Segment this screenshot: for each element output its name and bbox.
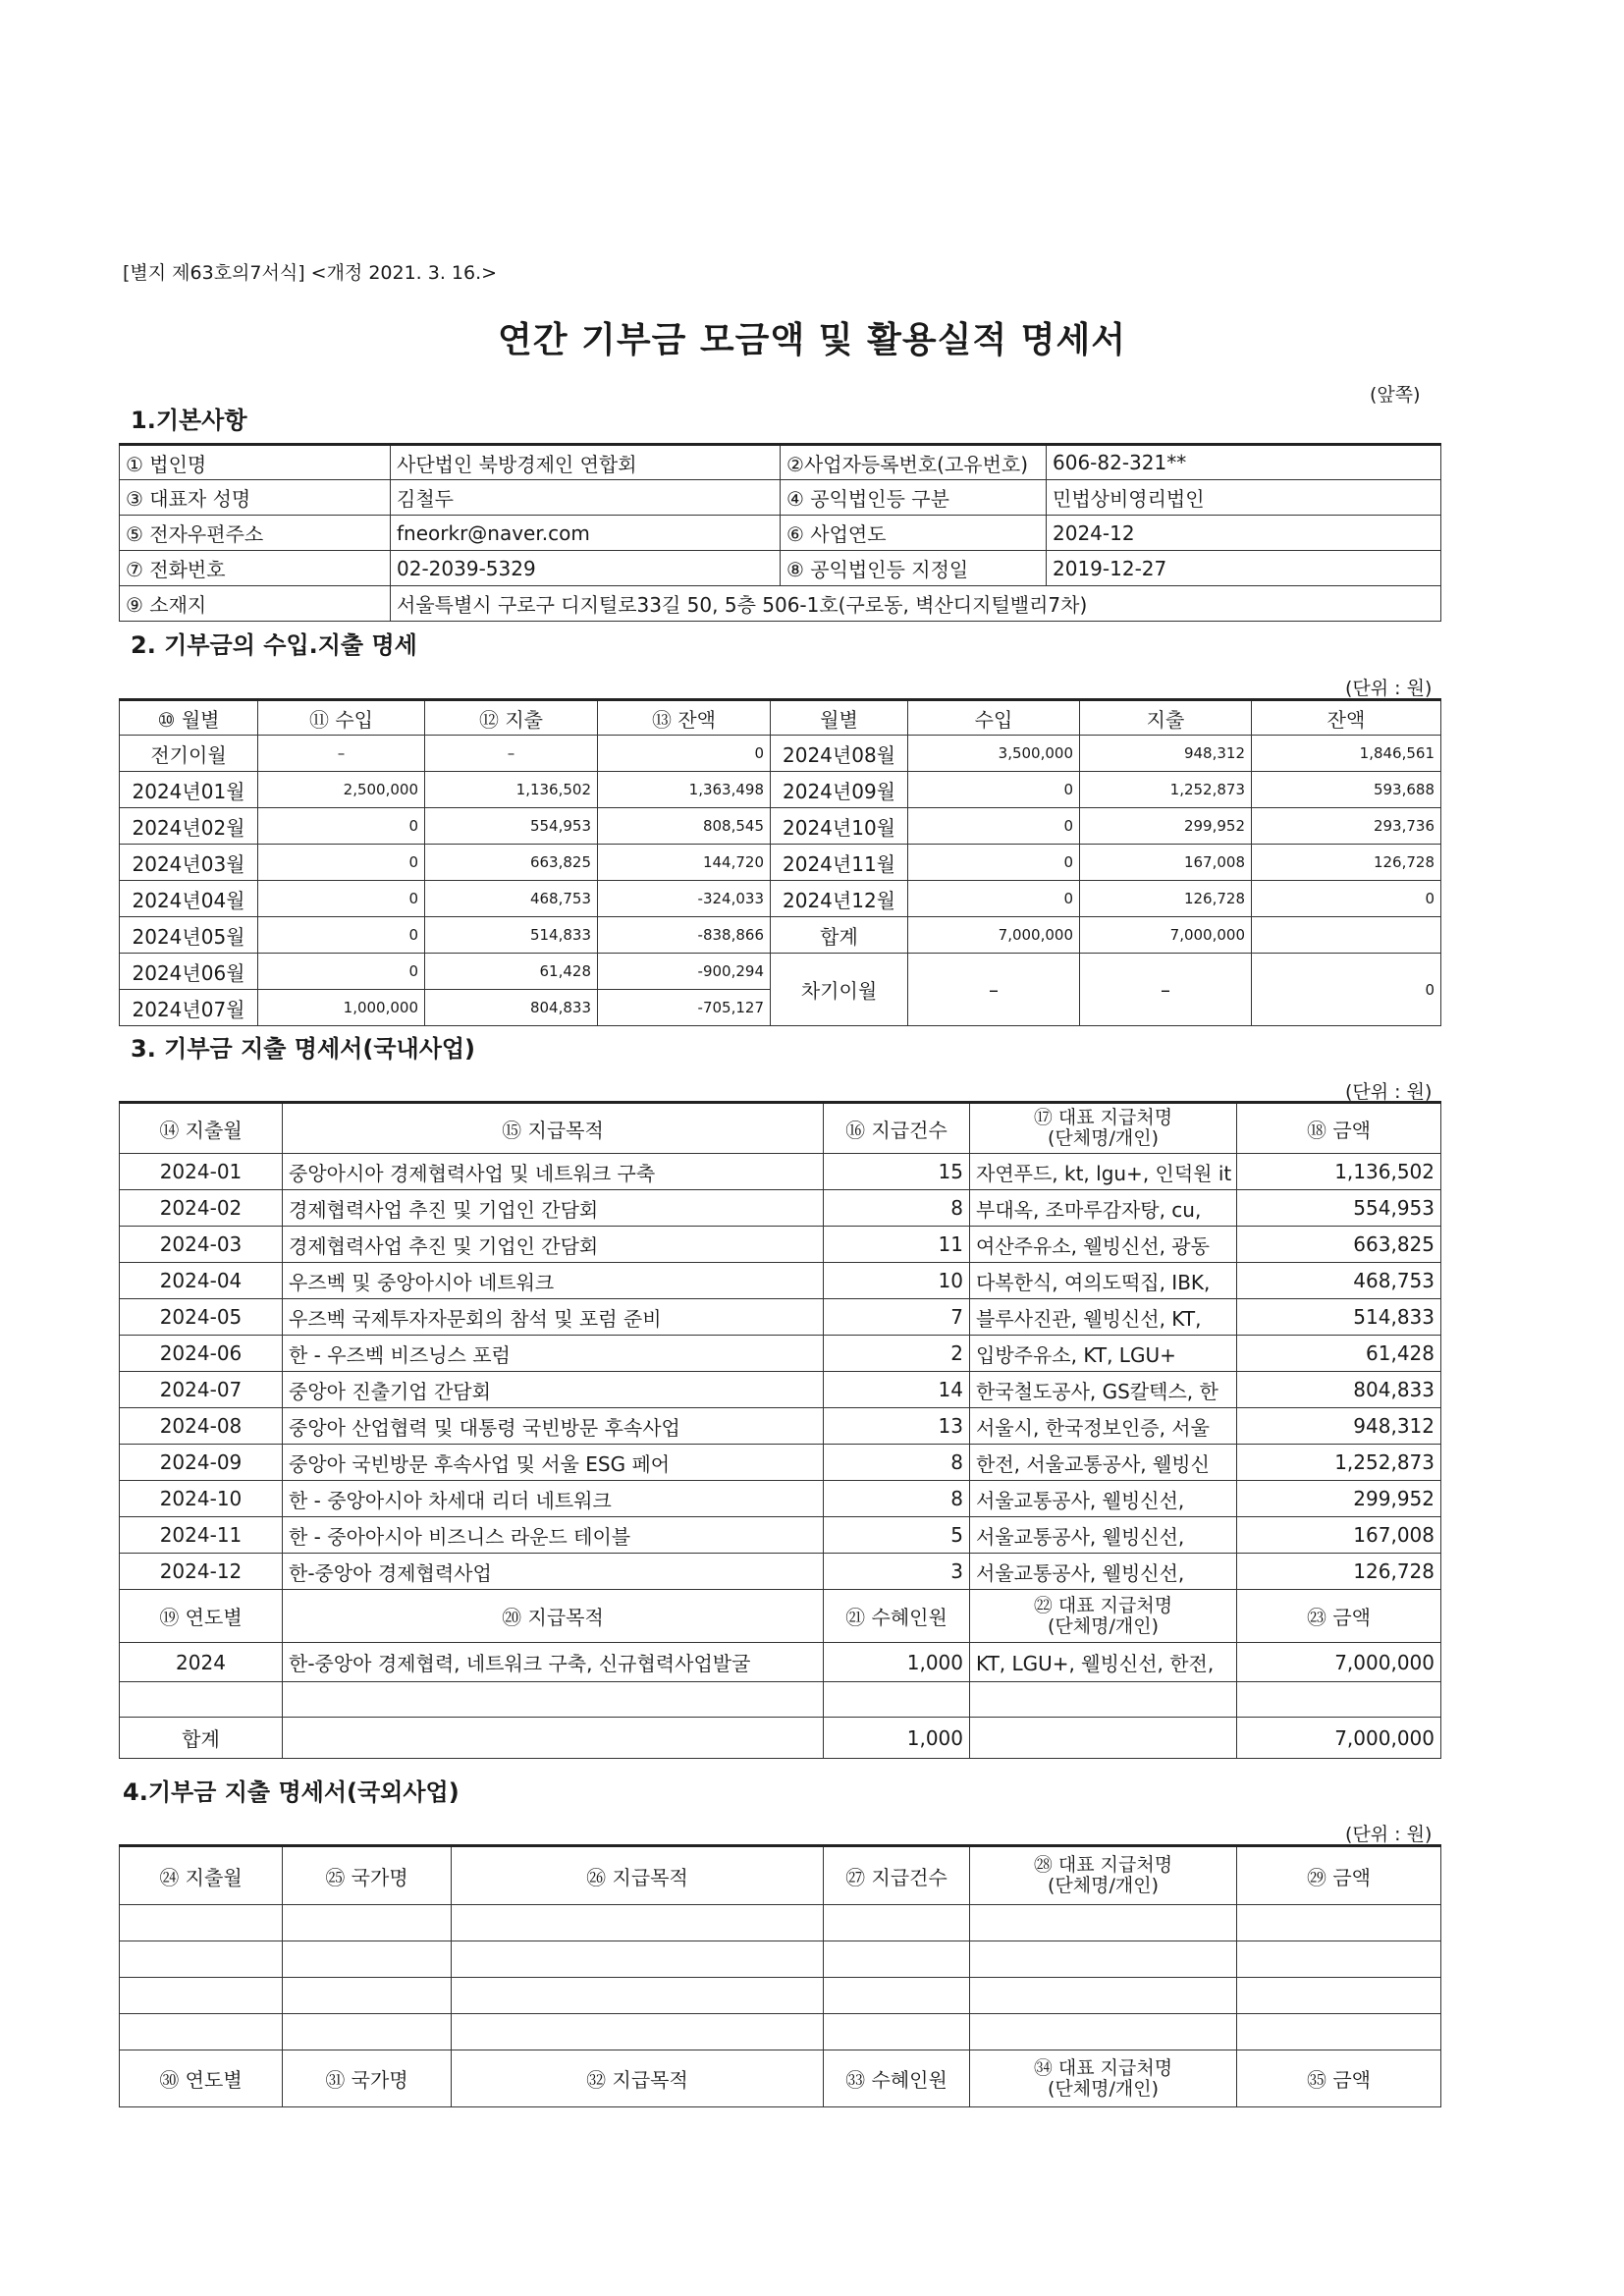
empty-cell [1237,1941,1441,1978]
header-line: ㉒ 대표 지급처명 [1033,1594,1173,1616]
expense-cell: 468,753 [425,881,598,917]
empty-cell [1237,2014,1441,2050]
month-cell: 2024-07 [120,1372,283,1408]
amount-cell: 468,753 [1237,1263,1441,1299]
payee-cell: 서울교통공사, 웰빙신선, [970,1481,1237,1517]
payee-cell: 부대옥, 조마루감자탕, cu, [970,1190,1237,1227]
count-cell: 8 [824,1190,970,1227]
field-label: ③ 대표자 성명 [120,480,391,516]
header-line: (단체명/개인) [1048,1127,1159,1149]
table-row [120,1154,1441,1190]
purpose-cell: 한 - 중앙아시아 차세대 리더 네트워크 [283,1481,824,1517]
month-cell: 합계 [771,917,908,954]
expense-cell: 948,312 [1080,736,1252,772]
empty-cell [120,1905,283,1941]
table-row [120,1190,1441,1227]
column-header [970,1103,1237,1154]
balance-cell: 1,846,561 [1252,736,1441,772]
amount-cell: 554,953 [1237,1190,1441,1227]
month-cell: 2024년12월 [771,881,908,917]
empty-cell [120,1978,283,2014]
expense-cell: 7,000,000 [1080,917,1252,954]
table-row [120,1718,1441,1759]
balance-cell: -324,033 [598,881,771,917]
table-row [120,1905,1441,1941]
header-line: ⑰ 대표 지급처명 [1033,1107,1173,1128]
carry-income: – [908,954,1080,1026]
table-row [120,1590,1441,1643]
section2-heading: 2. 기부금의 수입.지출 명세 [131,631,417,659]
month-cell: 2024년09월 [771,772,908,808]
field-label: ⑨ 소재지 [120,586,391,622]
amount-cell: 61,428 [1237,1336,1441,1372]
empty-cell [120,1682,283,1718]
field-value: 민법상비영리법인 [1047,480,1441,516]
payee-cell: KT, LGU+, 웰빙신선, 한전, [970,1643,1237,1682]
section4-unit: (단위 : 원) [1345,1824,1433,1845]
empty-cell [1237,1682,1441,1718]
payee-cell: 서울시, 한국정보인증, 서울 [970,1408,1237,1445]
payee-cell: 한국철도공사, GS칼텍스, 한 [970,1372,1237,1408]
carry-expense: – [1080,954,1252,1026]
empty-cell [452,1978,824,2014]
table-row [120,1372,1441,1408]
payee-cell: 한전, 서울교통공사, 웰빙신 [970,1445,1237,1481]
header-line: (단체명/개인) [1048,1614,1159,1637]
month-cell: 2024-06 [120,1336,283,1372]
table-row [120,917,1441,954]
amount-cell: 1,252,873 [1237,1445,1441,1481]
balance-cell: 0 [598,736,771,772]
expense-cell: 61,428 [425,954,598,990]
field-value: 02-2039-5329 [391,551,781,586]
expense-cell: 514,833 [425,917,598,954]
column-header: ㉚ 연도별 [120,2050,283,2107]
column-header: ㉛ 국가명 [283,2050,452,2107]
table-row [120,1408,1441,1445]
count-cell: 15 [824,1154,970,1190]
month-cell: 2024-01 [120,1154,283,1190]
page-title: 연간 기부금 모금액 및 활용실적 명세서 [497,320,1127,360]
balance-cell: 293,736 [1252,808,1441,845]
table-row [120,1299,1441,1336]
month-cell: 2024년03월 [120,845,258,881]
income-cell: 0 [258,845,425,881]
column-header: ⑭ 지출월 [120,1103,283,1154]
count-cell: 13 [824,1408,970,1445]
column-header: ㉟ 금액 [1237,2050,1441,2107]
count-cell: 11 [824,1227,970,1263]
table-row [120,2014,1441,2050]
empty-cell [120,1941,283,1978]
table-row [120,1846,1441,1905]
column-header: 수입 [908,700,1080,736]
column-header: ⑱ 금액 [1237,1103,1441,1154]
balance-cell: 808,545 [598,808,771,845]
purpose-cell: 중앙아시아 경제협력사업 및 네트워크 구축 [283,1154,824,1190]
column-header: ㉖ 지급목적 [452,1846,824,1905]
column-header: 잔액 [1252,700,1441,736]
header-line: ㉞ 대표 지급처명 [1033,2056,1173,2079]
empty-cell [824,1978,970,2014]
purpose-cell: 우즈벡 국제투자자문회의 참석 및 포럼 준비 [283,1299,824,1336]
field-label: ④ 공익법인등 구분 [781,480,1047,516]
payee-cell: 여산주유소, 웰빙신선, 광동 [970,1227,1237,1263]
balance-cell: 144,720 [598,845,771,881]
income-cell: 0 [258,881,425,917]
count-cell: 8 [824,1481,970,1517]
table-row [120,1682,1441,1718]
expense-cell: – [425,736,598,772]
field-label: ① 법인명 [120,445,391,480]
month-cell: 2024년01월 [120,772,258,808]
empty-cell [120,2014,283,2050]
column-header: ㉑ 수혜인원 [824,1590,970,1643]
table-row [120,1263,1441,1299]
amount-cell: 663,825 [1237,1227,1441,1263]
column-header: ⑬ 잔액 [598,700,771,736]
payee-cell: 다복한식, 여의도떡집, IBK, [970,1263,1237,1299]
header-line: (단체명/개인) [1048,1875,1159,1896]
table-row [120,1481,1441,1517]
table-row [120,736,1441,772]
column-header: ⑲ 연도별 [120,1590,283,1643]
section1-heading: 1.기본사항 [131,407,247,434]
purpose-cell: 한-중앙아 경제협력사업 [283,1554,824,1590]
column-header: ⑮ 지급목적 [283,1103,824,1154]
table-row [120,1941,1441,1978]
total-people: 1,000 [824,1718,970,1759]
expense-cell: 804,833 [425,990,598,1026]
amount-cell: 7,000,000 [1237,1643,1441,1682]
year-cell: 2024 [120,1643,283,1682]
payee-cell: 자연푸드, kt, lgu+, 인덕원 it [970,1154,1237,1190]
income-cell: 0 [258,917,425,954]
month-cell: 2024년11월 [771,845,908,881]
empty-cell [970,2014,1237,2050]
table-row [120,1445,1441,1481]
balance-cell: 593,688 [1252,772,1441,808]
table-row [120,700,1441,736]
payee-cell: 입방주유소, KT, LGU+ [970,1336,1237,1372]
purpose-cell: 중앙아 국빈방문 후속사업 및 서울 ESG 페어 [283,1445,824,1481]
income-expense-table [119,698,1441,1026]
empty-cell [970,1941,1237,1978]
purpose-cell: 한 - 중아아시아 비즈니스 라운드 테이블 [283,1517,824,1554]
table-row [120,954,1441,990]
expense-cell: 554,953 [425,808,598,845]
empty-cell [283,1978,452,2014]
empty-cell [824,1682,970,1718]
month-cell: 2024-09 [120,1445,283,1481]
column-header [970,1590,1237,1643]
month-cell: 2024-04 [120,1263,283,1299]
basic-info-table [119,443,1441,622]
field-label: ⑦ 전화번호 [120,551,391,586]
address-value: 서울특별시 구로구 디지털로33길 50, 5층 506-1호(구로동, 벽산디지털밸리7차) [391,586,1441,622]
column-header: ㉗ 지급건수 [824,1846,970,1905]
empty-cell [452,1905,824,1941]
side-label: (앞쪽) [1370,384,1421,406]
month-cell: 2024년07월 [120,990,258,1026]
income-cell: 0 [258,954,425,990]
total-amount: 7,000,000 [1237,1718,1441,1759]
month-cell: 2024년04월 [120,881,258,917]
empty-cell [970,1905,1237,1941]
balance-cell: -838,866 [598,917,771,954]
balance-cell: 1,363,498 [598,772,771,808]
section3-heading: 3. 기부금 지출 명세서(국내사업) [131,1035,476,1063]
expense-cell: 167,008 [1080,845,1252,881]
section3-unit: (단위 : 원) [1345,1081,1433,1103]
month-cell: 2024년08월 [771,736,908,772]
field-label: ⑤ 전자우편주소 [120,516,391,551]
column-header: ㉜ 지급목적 [452,2050,824,2107]
table-row [120,445,1441,480]
count-cell: 8 [824,1445,970,1481]
month-cell: 2024-05 [120,1299,283,1336]
income-cell: 7,000,000 [908,917,1080,954]
count-cell: 14 [824,1372,970,1408]
amount-cell: 514,833 [1237,1299,1441,1336]
balance-cell [1252,917,1441,954]
purpose-cell: 중앙아 산업협력 및 대통령 국빈방문 후속사업 [283,1408,824,1445]
table-row [120,551,1441,586]
purpose-cell: 한 - 우즈벡 비즈닝스 포럼 [283,1336,824,1372]
column-header [970,1846,1237,1905]
table-row [120,480,1441,516]
empty-cell [1237,1905,1441,1941]
empty-cell [283,1941,452,1978]
empty-cell [283,1718,824,1759]
table-row [120,2050,1441,2107]
total-label: 합계 [120,1718,283,1759]
expense-cell: 1,136,502 [425,772,598,808]
people-cell: 1,000 [824,1643,970,1682]
carry-month: 차기이월 [771,954,908,1026]
field-label: ⑥ 사업연도 [781,516,1047,551]
balance-cell: 126,728 [1252,845,1441,881]
balance-cell: -705,127 [598,990,771,1026]
income-cell: 0 [908,881,1080,917]
income-cell: 0 [908,845,1080,881]
table-row [120,881,1441,917]
payee-cell: 서울교통공사, 웰빙신선, [970,1517,1237,1554]
table-row [120,1643,1441,1682]
empty-cell [452,2014,824,2050]
column-header: ㉓ 금액 [1237,1590,1441,1643]
income-cell: – [258,736,425,772]
month-cell: 2024-02 [120,1190,283,1227]
income-cell: 2,500,000 [258,772,425,808]
month-cell: 2024년05월 [120,917,258,954]
table-row [120,808,1441,845]
month-cell: 2024-12 [120,1554,283,1590]
income-cell: 0 [908,772,1080,808]
empty-cell [824,1905,970,1941]
table-row [120,1336,1441,1372]
column-header [970,2050,1237,2107]
count-cell: 2 [824,1336,970,1372]
purpose-cell: 우즈벡 및 중앙아시아 네트워크 [283,1263,824,1299]
count-cell: 5 [824,1517,970,1554]
field-value: 2019-12-27 [1047,551,1441,586]
table-row [120,1517,1441,1554]
column-header: 지출 [1080,700,1252,736]
empty-cell [970,1682,1237,1718]
table-row [120,845,1441,881]
column-header: 월별 [771,700,908,736]
expense-cell: 126,728 [1080,881,1252,917]
month-cell: 2024-10 [120,1481,283,1517]
field-value: 김철두 [391,480,781,516]
table-row [120,1554,1441,1590]
month-cell: 2024년10월 [771,808,908,845]
amount-cell: 167,008 [1237,1517,1441,1554]
column-header: ⑫ 지출 [425,700,598,736]
column-header: ㉕ 국가명 [283,1846,452,1905]
header-line: (단체명/개인) [1048,2077,1159,2100]
table-row [120,1103,1441,1154]
expense-cell: 299,952 [1080,808,1252,845]
table-row [120,1227,1441,1263]
field-label: ②사업자등록번호(고유번호) [781,445,1047,480]
column-header: ⑯ 지급건수 [824,1103,970,1154]
income-cell: 3,500,000 [908,736,1080,772]
amount-cell: 1,136,502 [1237,1154,1441,1190]
empty-cell [283,2014,452,2050]
month-cell: 2024-03 [120,1227,283,1263]
amount-cell: 948,312 [1237,1408,1441,1445]
purpose-cell: 중앙아 진출기업 간담회 [283,1372,824,1408]
income-cell: 0 [258,808,425,845]
empty-cell [824,1941,970,1978]
amount-cell: 126,728 [1237,1554,1441,1590]
balance-cell: -900,294 [598,954,771,990]
expense-cell: 663,825 [425,845,598,881]
header-line: ㉘ 대표 지급처명 [1033,1854,1173,1876]
field-label: ⑧ 공익법인등 지정일 [781,551,1047,586]
income-cell: 1,000,000 [258,990,425,1026]
count-cell: 10 [824,1263,970,1299]
purpose-cell: 한-중앙아 경제협력, 네트워크 구축, 신규협력사업발굴 [283,1643,824,1682]
carry-balance: 0 [1252,954,1441,1026]
payee-cell: 서울교통공사, 웰빙신선, [970,1554,1237,1590]
month-cell: 2024년06월 [120,954,258,990]
empty-cell [283,1905,452,1941]
column-header: ⑩ 월별 [120,700,258,736]
income-cell: 0 [908,808,1080,845]
month-cell: 전기이월 [120,736,258,772]
purpose-cell: 경제협력사업 추진 및 기업인 간담회 [283,1190,824,1227]
count-cell: 3 [824,1554,970,1590]
month-cell: 2024-08 [120,1408,283,1445]
table-row [120,1978,1441,2014]
empty-cell [283,1682,824,1718]
empty-cell [452,1941,824,1978]
field-value: 사단법인 북방경제인 연합회 [391,445,781,480]
field-value: fneorkr@naver.com [391,516,781,551]
field-value: 2024-12 [1047,516,1441,551]
form-header: [별지 제63호의7서식] <개정 2021. 3. 16.> [123,262,498,284]
table-row [120,516,1441,551]
empty-cell [970,1718,1237,1759]
purpose-cell: 경제협력사업 추진 및 기업인 간담회 [283,1227,824,1263]
count-cell: 7 [824,1299,970,1336]
column-header: ⑳ 지급목적 [283,1590,824,1643]
expense-cell: 1,252,873 [1080,772,1252,808]
empty-cell [970,1978,1237,2014]
domestic-expense-table [119,1101,1441,1759]
column-header: ㉝ 수혜인원 [824,2050,970,2107]
empty-cell [1237,1978,1441,2014]
section2-unit: (단위 : 원) [1345,678,1433,699]
column-header: ㉙ 금액 [1237,1846,1441,1905]
empty-cell [824,2014,970,2050]
month-cell: 2024-11 [120,1517,283,1554]
payee-cell: 블루사진관, 웰빙신선, KT, [970,1299,1237,1336]
column-header: ⑪ 수입 [258,700,425,736]
amount-cell: 804,833 [1237,1372,1441,1408]
balance-cell: 0 [1252,881,1441,917]
column-header: ㉔ 지출월 [120,1846,283,1905]
table-row [120,586,1441,622]
table-row [120,772,1441,808]
month-cell: 2024년02월 [120,808,258,845]
section4-heading: 4.기부금 지출 명세서(국외사업) [123,1778,460,1806]
overseas-expense-table [119,1844,1441,2107]
amount-cell: 299,952 [1237,1481,1441,1517]
field-value: 606-82-321** [1047,445,1441,480]
